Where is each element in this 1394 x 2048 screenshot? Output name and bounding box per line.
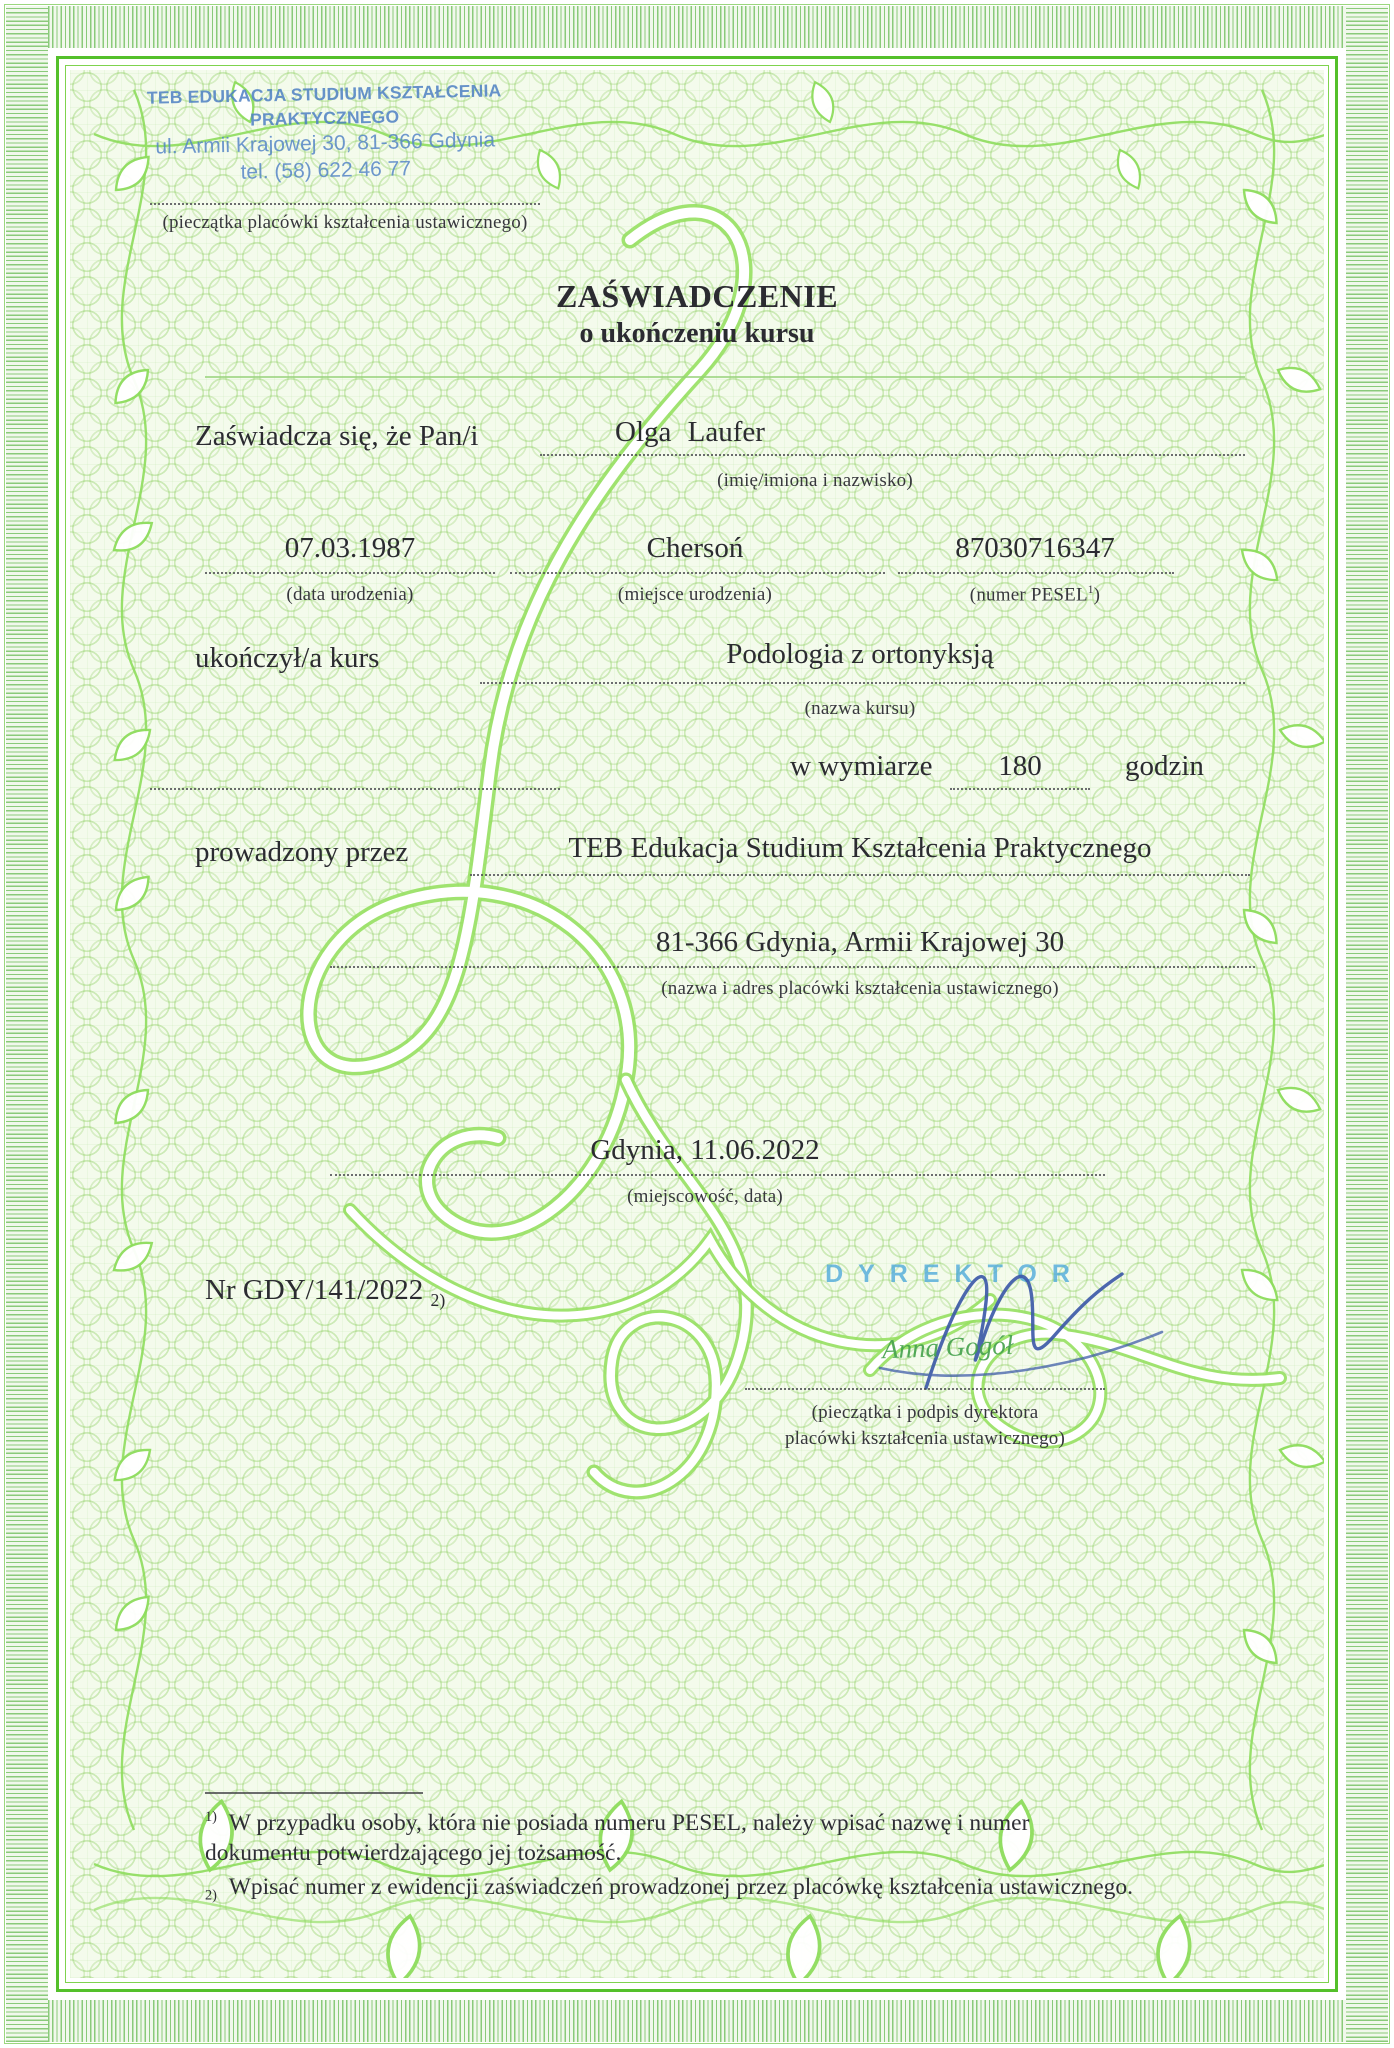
signature-caption-line1: (pieczątka i podpis dyrektora: [811, 1402, 1039, 1423]
dotted-line: [150, 788, 560, 790]
birth-date-caption: (data urodzenia): [286, 584, 414, 605]
certificate-field: [70, 70, 1324, 1978]
director-title-stamp: DYREKTOR: [825, 1260, 1085, 1288]
dotted-line: [150, 203, 540, 205]
footnote-1-text: W przypadku osoby, która nie posiada numeru PESEL, należy wpisać nazwę i numer dokumentu potwierdzającego jej tożsamość.: [205, 1809, 1030, 1866]
person-name: Olga Laufer: [615, 416, 765, 448]
document-subtitle: o ukończeniu kursu: [579, 318, 815, 349]
statement-label: Zaświadcza się, że Pan/i: [195, 420, 479, 452]
dotted-line: [540, 454, 1245, 456]
director-name-handwriting: Anna Gogół: [881, 1329, 1014, 1365]
signature-caption-line2: placówki kształcenia ustawicznego): [784, 1428, 1066, 1449]
edge-pattern-left: [6, 6, 48, 2042]
footnote-2-marker: 2): [205, 1887, 217, 1904]
pesel-footnote-marker: 1: [1087, 584, 1094, 596]
pesel-caption: [890, 584, 1180, 606]
document-title: ZAŚWIADCZENIE: [555, 278, 839, 314]
course-name: Podologia z ortonyksją: [726, 638, 994, 670]
stamp-address: ul. Armii Krajowej 30, 81-366 Gdynia: [155, 128, 496, 159]
title-rule: [205, 376, 1245, 378]
dotted-line: [330, 1174, 1105, 1176]
duration-hours: 180: [998, 750, 1042, 782]
footnotes: [205, 1802, 1135, 1915]
dotted-line: [330, 966, 1255, 968]
certificate-number: [205, 1274, 445, 1311]
footnote-rule: [205, 1792, 423, 1794]
footnote-2-text: Wpisać numer z ewidencji zaświadczeń prowadzonej przez placówkę kształcenia ustawicznego.: [228, 1873, 1134, 1900]
footnote-2: [205, 1872, 1135, 1911]
place-date: Gdynia, 11.06.2022: [590, 1134, 820, 1166]
name-caption: (imię/imiona i nazwisko): [717, 470, 913, 491]
dotted-line: [950, 788, 1090, 790]
provider-caption: (nazwa i adres placówki kształcenia ustawicznego): [661, 978, 1059, 999]
number-footnote-marker: 2): [430, 1289, 446, 1310]
dotted-line: [205, 572, 495, 574]
footnote-1: [205, 1802, 1135, 1868]
dotted-line: [470, 874, 1250, 876]
certificate-number-label: Nr GDY/141/2022: [205, 1274, 424, 1306]
course-name-caption: (nazwa kursu): [804, 698, 916, 719]
edge-pattern-top: [6, 6, 1388, 48]
dotted-line: [898, 572, 1174, 574]
stamp-name: TEB EDUKACJA STUDIUM KSZTAŁCENIA PRAKTYCZNEGO: [146, 80, 502, 130]
provider-name: TEB Edukacja Studium Kształcenia Praktycznego: [568, 832, 1152, 864]
provider-label: prowadzony przez: [195, 836, 409, 868]
duration-label: w wymiarze: [790, 750, 933, 782]
stamp-phone: tel. (58) 622 46 77: [240, 157, 412, 184]
duration-unit: godzin: [1125, 750, 1204, 782]
pesel-caption-text: (numer PESEL: [969, 584, 1088, 606]
dotted-line: [745, 1388, 1105, 1390]
pesel-number: 87030716347: [955, 532, 1115, 564]
dotted-line: [480, 682, 1245, 684]
pesel-caption-end: ): [1093, 584, 1101, 606]
institution-stamp: [109, 78, 541, 189]
course-completed-label: ukończył/a kurs: [195, 642, 380, 674]
edge-pattern-bottom: [6, 2000, 1388, 2042]
birth-place: Chersoń: [646, 532, 744, 564]
footnote-1-marker: 1): [205, 1809, 217, 1825]
birth-date: 07.03.1987: [284, 532, 416, 564]
guilloche-ornament: [70, 70, 1324, 1978]
stamp-caption: (pieczątka placówki kształcenia ustawicznego): [162, 212, 528, 233]
edge-pattern-right: [1346, 6, 1388, 2042]
dotted-line: [510, 572, 885, 574]
place-date-caption: (miejscowość, data): [627, 1186, 783, 1207]
birth-place-caption: (miejsce urodzenia): [617, 584, 773, 605]
provider-address: 81-366 Gdynia, Armii Krajowej 30: [655, 926, 1065, 958]
